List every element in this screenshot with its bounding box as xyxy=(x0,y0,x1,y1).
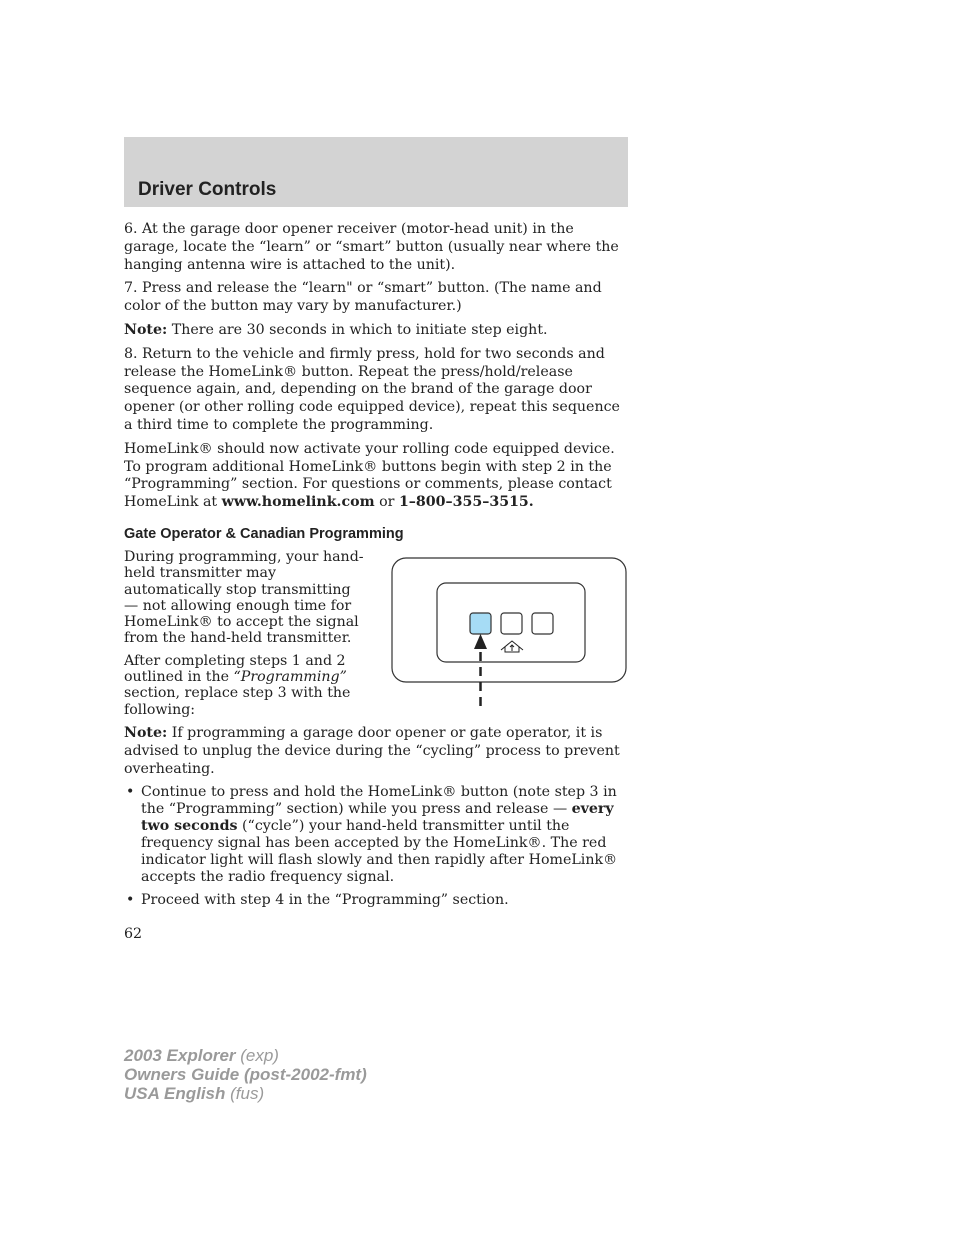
step-8: 8. Return to the vehicle and firmly press, hold for two seconds and release the HomeLink® button. Repeat the press/hold/release sequence again, and, depending on the brand of the garage door opener (or other rolling code equipped device), repeat this sequence a third time to complete the programming. xyxy=(124,345,620,433)
note-label: Note: xyxy=(124,725,168,741)
bullet-emphasis: every two seconds xyxy=(141,801,614,835)
section-header-band xyxy=(124,137,628,207)
up-arrow-indicator-icon xyxy=(474,634,487,649)
homelink-website: www.homelink.com xyxy=(221,494,375,511)
note-text: If programming a garage door opener or gate operator, it is advised to unplug the device during the “cycling” process to prevent overheating. xyxy=(124,725,620,777)
gate-steps-list xyxy=(124,784,624,908)
homelink-button-2 xyxy=(501,613,522,634)
gate-para-2 xyxy=(124,653,364,718)
list-item: • Proceed with step 4 in the “Programming” section. xyxy=(124,892,624,909)
note-30-seconds xyxy=(124,322,624,340)
footer-language-code: (fus) xyxy=(225,1084,265,1103)
gate-para-2-end: section, replace step 3 with the following: xyxy=(124,685,351,718)
section-title: Driver Controls xyxy=(138,179,277,200)
gate-operator-heading: Gate Operator & Canadian Programming xyxy=(124,526,404,542)
gate-instructions xyxy=(124,725,624,915)
gate-intro xyxy=(124,549,364,724)
footer-line-1 xyxy=(124,1046,367,1065)
programming-steps xyxy=(124,221,624,518)
bullet-text-b: (“cycle”) your hand-held transmitter until the frequency signal has been accepted by the HomeLink®. The red indicator light will flash slowly and then rapidly after HomeLink® accepts the radio frequency signal. xyxy=(141,818,618,885)
homelink-contact-paragraph xyxy=(124,441,624,512)
note-text: There are 30 seconds in which to initiate step eight. xyxy=(167,321,548,338)
gate-para-1: During programming, your hand-held transmitter may automatically stop transmitting — not allowing enough time for HomeLink® to accept the signal from the hand-held transmitter. xyxy=(124,549,364,647)
footer-guide: Owners Guide (post-2002-fmt) xyxy=(124,1065,367,1084)
homelink-button-3 xyxy=(532,613,553,634)
step-6: 6. At the garage door opener receiver (motor-head unit) in the garage, locate the “learn” or “smart” button (usually near where the hanging antenna wire is attached to the unit). xyxy=(124,221,619,273)
footer-language: USA English xyxy=(124,1084,226,1103)
homelink-phone: 1–800–355–3515. xyxy=(398,494,534,511)
footer-line-2 xyxy=(124,1065,367,1084)
garage-house-icon xyxy=(501,641,523,652)
homelink-text: HomeLink® should now activate your rolling code equipped device. To program additional HomeLink® buttons begin with step 2 in the “Programming” section. For questions or comments, please contact HomeLink at xyxy=(124,440,615,511)
note-unplug xyxy=(124,725,624,778)
gate-para-2-start: After completing steps 1 and 2 outlined in the xyxy=(124,652,346,686)
or-text: or xyxy=(374,494,399,511)
page-number: 62 xyxy=(124,926,143,942)
footer-model: 2003 Explorer xyxy=(124,1046,236,1065)
homelink-button-1 xyxy=(470,613,491,634)
note-label: Note: xyxy=(124,321,168,338)
footer-line-3 xyxy=(124,1084,367,1103)
step-7: 7. Press and release the “learn" or “smart” button. (The name and color of the button may vary by manufacturer.) xyxy=(124,280,602,315)
list-item xyxy=(124,784,624,885)
footer-model-code: (exp) xyxy=(235,1046,279,1065)
document-footer xyxy=(124,1046,367,1103)
programming-reference: “Programming” xyxy=(233,669,347,686)
bullet-text-a: Continue to press and hold the HomeLink® button (note step 3 in the “Programming” section) while you press and release — xyxy=(141,784,617,818)
homelink-button-diagram xyxy=(390,556,630,716)
